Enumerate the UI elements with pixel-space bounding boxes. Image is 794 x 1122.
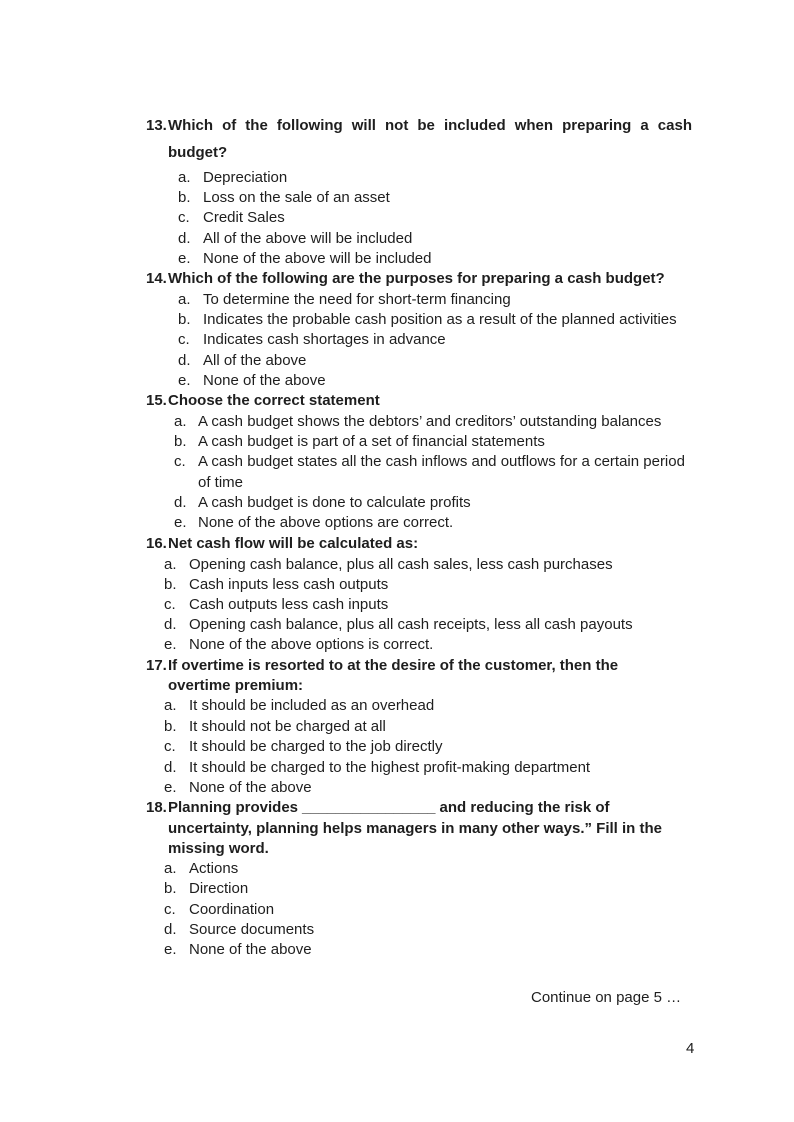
- option-letter: d.: [164, 921, 177, 938]
- question-text-line: If overtime is resorted to at the desire of the customer, then the: [168, 657, 619, 674]
- option-text: Opening cash balance, plus all cash receipts, less all cash payouts: [189, 616, 633, 633]
- question-text-line: overtime premium:: [168, 677, 304, 694]
- option-letter: e.: [178, 250, 191, 267]
- question-text-line: Net cash flow will be calculated as:: [168, 535, 419, 552]
- option-text: Loss on the sale of an asset: [203, 189, 390, 206]
- option-text: It should not be charged at all: [189, 718, 386, 735]
- option-letter: e.: [178, 372, 191, 389]
- option-letter: c.: [164, 901, 176, 918]
- option-letter: a.: [178, 169, 191, 186]
- option-text: A cash budget is part of a set of financial statements: [198, 433, 545, 450]
- question-text-line: Which of the following will not be included when preparing a cash: [168, 117, 692, 134]
- option-letter: d.: [178, 230, 191, 247]
- option-letter: c.: [164, 596, 176, 613]
- question-text: Planning provides: [168, 799, 299, 816]
- question-number: 15.: [146, 392, 167, 409]
- option-letter: c.: [174, 453, 186, 470]
- option-text: All of the above will be included: [203, 230, 413, 247]
- option-text: None of the above options are correct.: [198, 514, 454, 531]
- option-text: Source documents: [189, 921, 315, 938]
- option-letter: a.: [164, 697, 177, 714]
- question-number: 13.: [146, 117, 167, 134]
- question-text-line: Which of the following are the purposes for preparing a cash budget?: [168, 270, 665, 287]
- question-text-line: uncertainty, planning helps managers in many other ways.” Fill in the: [168, 820, 662, 837]
- option-text: None of the above options is correct.: [189, 636, 434, 653]
- option-letter: c.: [178, 209, 190, 226]
- question-text: and reducing the risk of: [439, 799, 610, 816]
- option-letter: c.: [164, 738, 176, 755]
- option-text: Cash inputs less cash outputs: [189, 576, 389, 593]
- option-letter: d.: [164, 759, 177, 776]
- option-letter: b.: [164, 718, 177, 735]
- page-number: 4: [686, 1040, 695, 1057]
- option-text: It should be charged to the job directly: [189, 738, 443, 755]
- option-text: None of the above: [189, 779, 312, 796]
- question-number: 18.: [146, 799, 167, 816]
- option-letter: b.: [164, 880, 177, 897]
- option-text: To determine the need for short-term financing: [203, 291, 511, 308]
- option-letter: e.: [164, 636, 177, 653]
- option-text: None of the above will be included: [203, 250, 432, 267]
- continue-note: Continue on page 5 …: [531, 989, 682, 1006]
- option-text: A cash budget states all the cash inflows and outflows for a certain period: [198, 453, 685, 470]
- option-letter: a.: [164, 860, 177, 877]
- option-text: It should be included as an overhead: [189, 697, 435, 714]
- option-text: Opening cash balance, plus all cash sales, less cash purchases: [189, 556, 613, 573]
- option-letter: b.: [178, 189, 191, 206]
- option-text: It should be charged to the highest profit-making department: [189, 759, 591, 776]
- option-letter: e.: [174, 514, 187, 531]
- option-text: Direction: [189, 880, 249, 897]
- option-letter: e.: [164, 779, 177, 796]
- question-number: 16.: [146, 535, 167, 552]
- option-letter: c.: [178, 331, 190, 348]
- option-text: Coordination: [189, 901, 275, 918]
- option-text: Credit Sales: [203, 209, 285, 226]
- option-text-continued: of time: [198, 474, 244, 491]
- option-text: None of the above: [189, 941, 312, 958]
- option-text: Indicates the probable cash position as a result of the planned activities: [203, 311, 677, 328]
- option-letter: a.: [164, 556, 177, 573]
- question-text-line: missing word.: [168, 840, 269, 857]
- option-text: Depreciation: [203, 169, 288, 186]
- option-text: All of the above: [203, 352, 307, 369]
- option-text: A cash budget is done to calculate profits: [198, 494, 471, 511]
- question-number: 17.: [146, 657, 167, 674]
- option-letter: b.: [174, 433, 187, 450]
- question-text-line: [168, 799, 610, 817]
- option-letter: b.: [164, 576, 177, 593]
- question-number: 14.: [146, 270, 167, 287]
- option-letter: d.: [178, 352, 191, 369]
- option-text: Actions: [189, 860, 239, 877]
- option-letter: a.: [174, 413, 187, 430]
- question-text-line: Choose the correct statement: [168, 392, 380, 409]
- option-text: A cash budget shows the debtors’ and creditors’ outstanding balances: [198, 413, 662, 430]
- option-text: Cash outputs less cash inputs: [189, 596, 389, 613]
- option-letter: d.: [164, 616, 177, 633]
- option-text: Indicates cash shortages in advance: [203, 331, 446, 348]
- option-text: None of the above: [203, 372, 326, 389]
- option-letter: a.: [178, 291, 191, 308]
- option-letter: e.: [164, 941, 177, 958]
- fill-in-blank: ________________: [302, 799, 436, 816]
- option-letter: d.: [174, 494, 187, 511]
- option-letter: b.: [178, 311, 191, 328]
- question-text-line: budget?: [168, 144, 228, 161]
